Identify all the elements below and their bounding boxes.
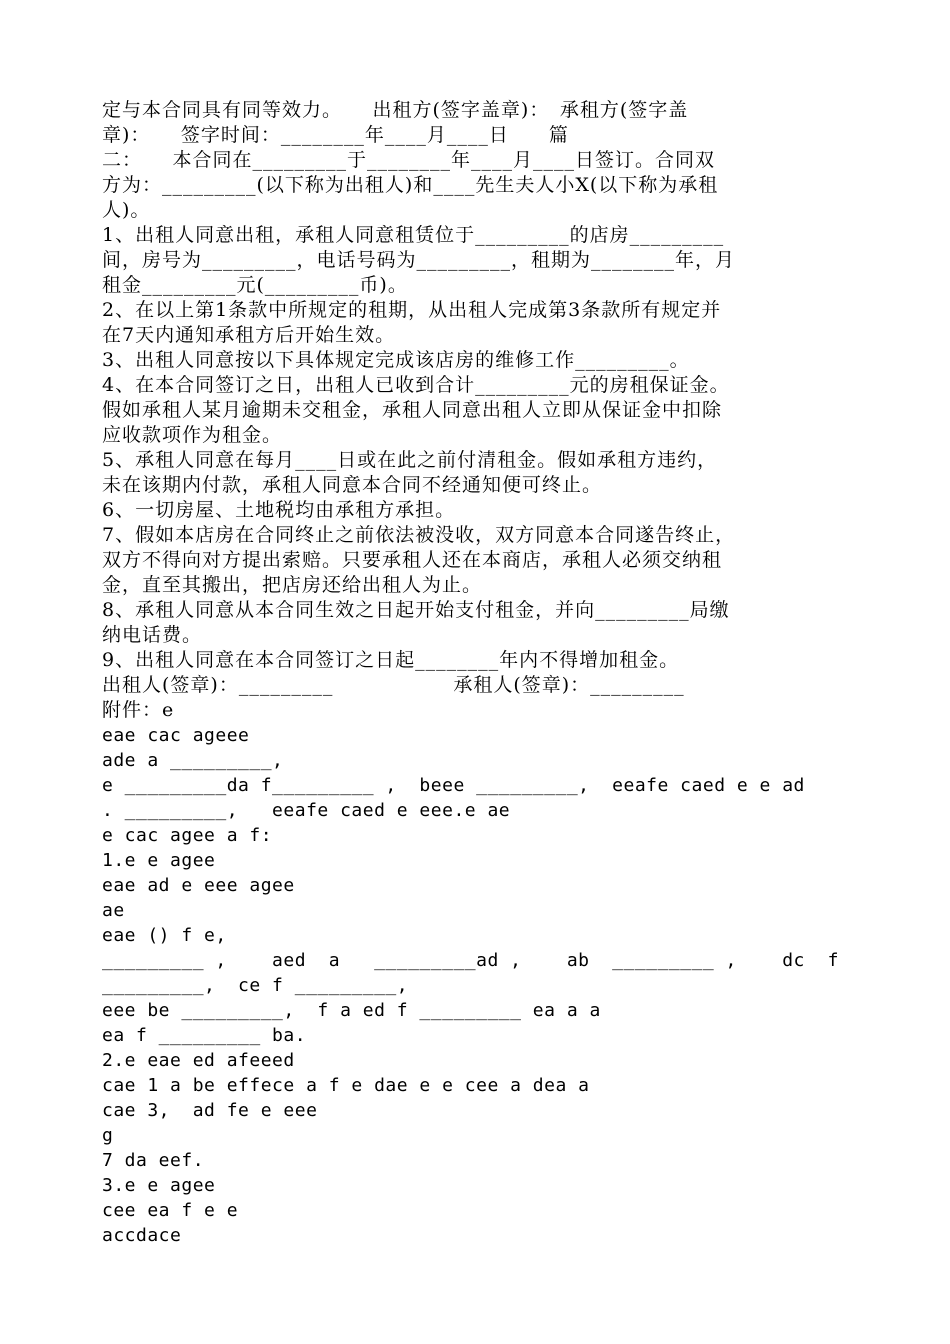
text-line: ae bbox=[102, 900, 125, 921]
text-line: cae 1 a be effece a f e dae e e cee a dea a bbox=[102, 1075, 590, 1096]
text-line: 8、承租人同意从本合同生效之日起开始支付租金，并向_________局缴 bbox=[102, 599, 730, 621]
text-line: 纳电话费。 bbox=[102, 624, 203, 646]
text-line: _________, ce f _________, bbox=[102, 975, 409, 996]
text-line: eae cac ageee bbox=[102, 725, 250, 746]
text-line: 出租人(签章)：_________ 承租人(签章)：_________ bbox=[102, 674, 685, 696]
document-body bbox=[102, 98, 852, 1248]
text-line: 应收款项作为租金。 bbox=[102, 424, 283, 446]
text-line: 6、一切房屋、土地税均由承租方承担。 bbox=[102, 499, 456, 521]
text-line: 9、出租人同意在本合同签订之日起________年内不得增加租金。 bbox=[102, 649, 680, 671]
text-line: 金，直至其搬出，把店房还给出租人为止。 bbox=[102, 574, 483, 596]
text-line: 2、在以上第1条款中所规定的租期，从出租人完成第3条款所有规定并 bbox=[102, 299, 722, 321]
text-line: 未在该期内付款，承租人同意本合同不经通知便可终止。 bbox=[102, 474, 603, 496]
text-line: 人)。 bbox=[102, 199, 151, 221]
text-line: 假如承租人某月逾期未交租金，承租人同意出租人立即从保证金中扣除 bbox=[102, 399, 723, 421]
text-line: e _________da f_________ , beee _________, eeafe caed e e ad bbox=[102, 775, 805, 796]
text-line: 章)： 签字时间：________年____月____日 篇 bbox=[102, 124, 569, 146]
text-line: 双方不得向对方提出索赔。只要承租人还在本商店，承租人必须交纳租 bbox=[102, 549, 723, 571]
text-line: ea f _________ ba. bbox=[102, 1025, 307, 1046]
text-line: 方为：_________(以下称为出租人)和____先生夫人小X(以下称为承租 bbox=[102, 174, 719, 196]
text-line: cee ea f e e bbox=[102, 1200, 239, 1221]
text-line: 二： 本合同在_________于________年____月____日签订。合同双 bbox=[102, 149, 716, 171]
text-line: 2.e eae ed afeeed bbox=[102, 1050, 295, 1071]
text-line: 7 da eef. bbox=[102, 1150, 205, 1171]
text-line: eae () f e, bbox=[102, 925, 227, 946]
text-line: eee be _________, f a ed f _________ ea a a bbox=[102, 1000, 601, 1021]
text-line: 5、承租人同意在每月____日或在此之前付清租金。假如承租方违约， bbox=[102, 449, 718, 471]
text-line: eae ad e eee agee bbox=[102, 875, 295, 896]
text-line: cae 3, ad fe e eee bbox=[102, 1100, 318, 1121]
text-line: e cac agee a f: bbox=[102, 825, 273, 846]
text-line: accdace bbox=[102, 1225, 182, 1246]
text-line: ade a _________, bbox=[102, 750, 284, 771]
text-line: 附件：e bbox=[102, 699, 175, 721]
text-line: 4、在本合同签订之日，出租人已收到合计_________元的房租保证金。 bbox=[102, 374, 730, 396]
text-line: g bbox=[102, 1125, 114, 1146]
text-line: 定与本合同具有同等效力。 出租方(签字盖章)： 承租方(签字盖 bbox=[102, 99, 689, 121]
text-line: 1.e e agee bbox=[102, 850, 216, 871]
text-line: 在7天内通知承租方后开始生效。 bbox=[102, 324, 396, 346]
text-line: . _________, eeafe caed e eee.e ae bbox=[102, 800, 511, 821]
text-line: 租金_________元(_________币)。 bbox=[102, 274, 408, 296]
text-line: 1、出租人同意出租，承租人同意租赁位于_________的店房_________ bbox=[102, 224, 725, 246]
text-line: 3.e e agee bbox=[102, 1175, 216, 1196]
text-line: 间，房号为_________，电话号码为_________，租期为________年，月 bbox=[102, 249, 736, 271]
text-line: 7、假如本店房在合同终止之前依法被没收，双方同意本合同遂告终止， bbox=[102, 524, 736, 546]
text-line: 3、出租人同意按以下具体规定完成该店房的维修工作_________。 bbox=[102, 349, 690, 371]
text-line: _________ , aed a _________ad , ab _________ , dc f bbox=[102, 950, 839, 971]
